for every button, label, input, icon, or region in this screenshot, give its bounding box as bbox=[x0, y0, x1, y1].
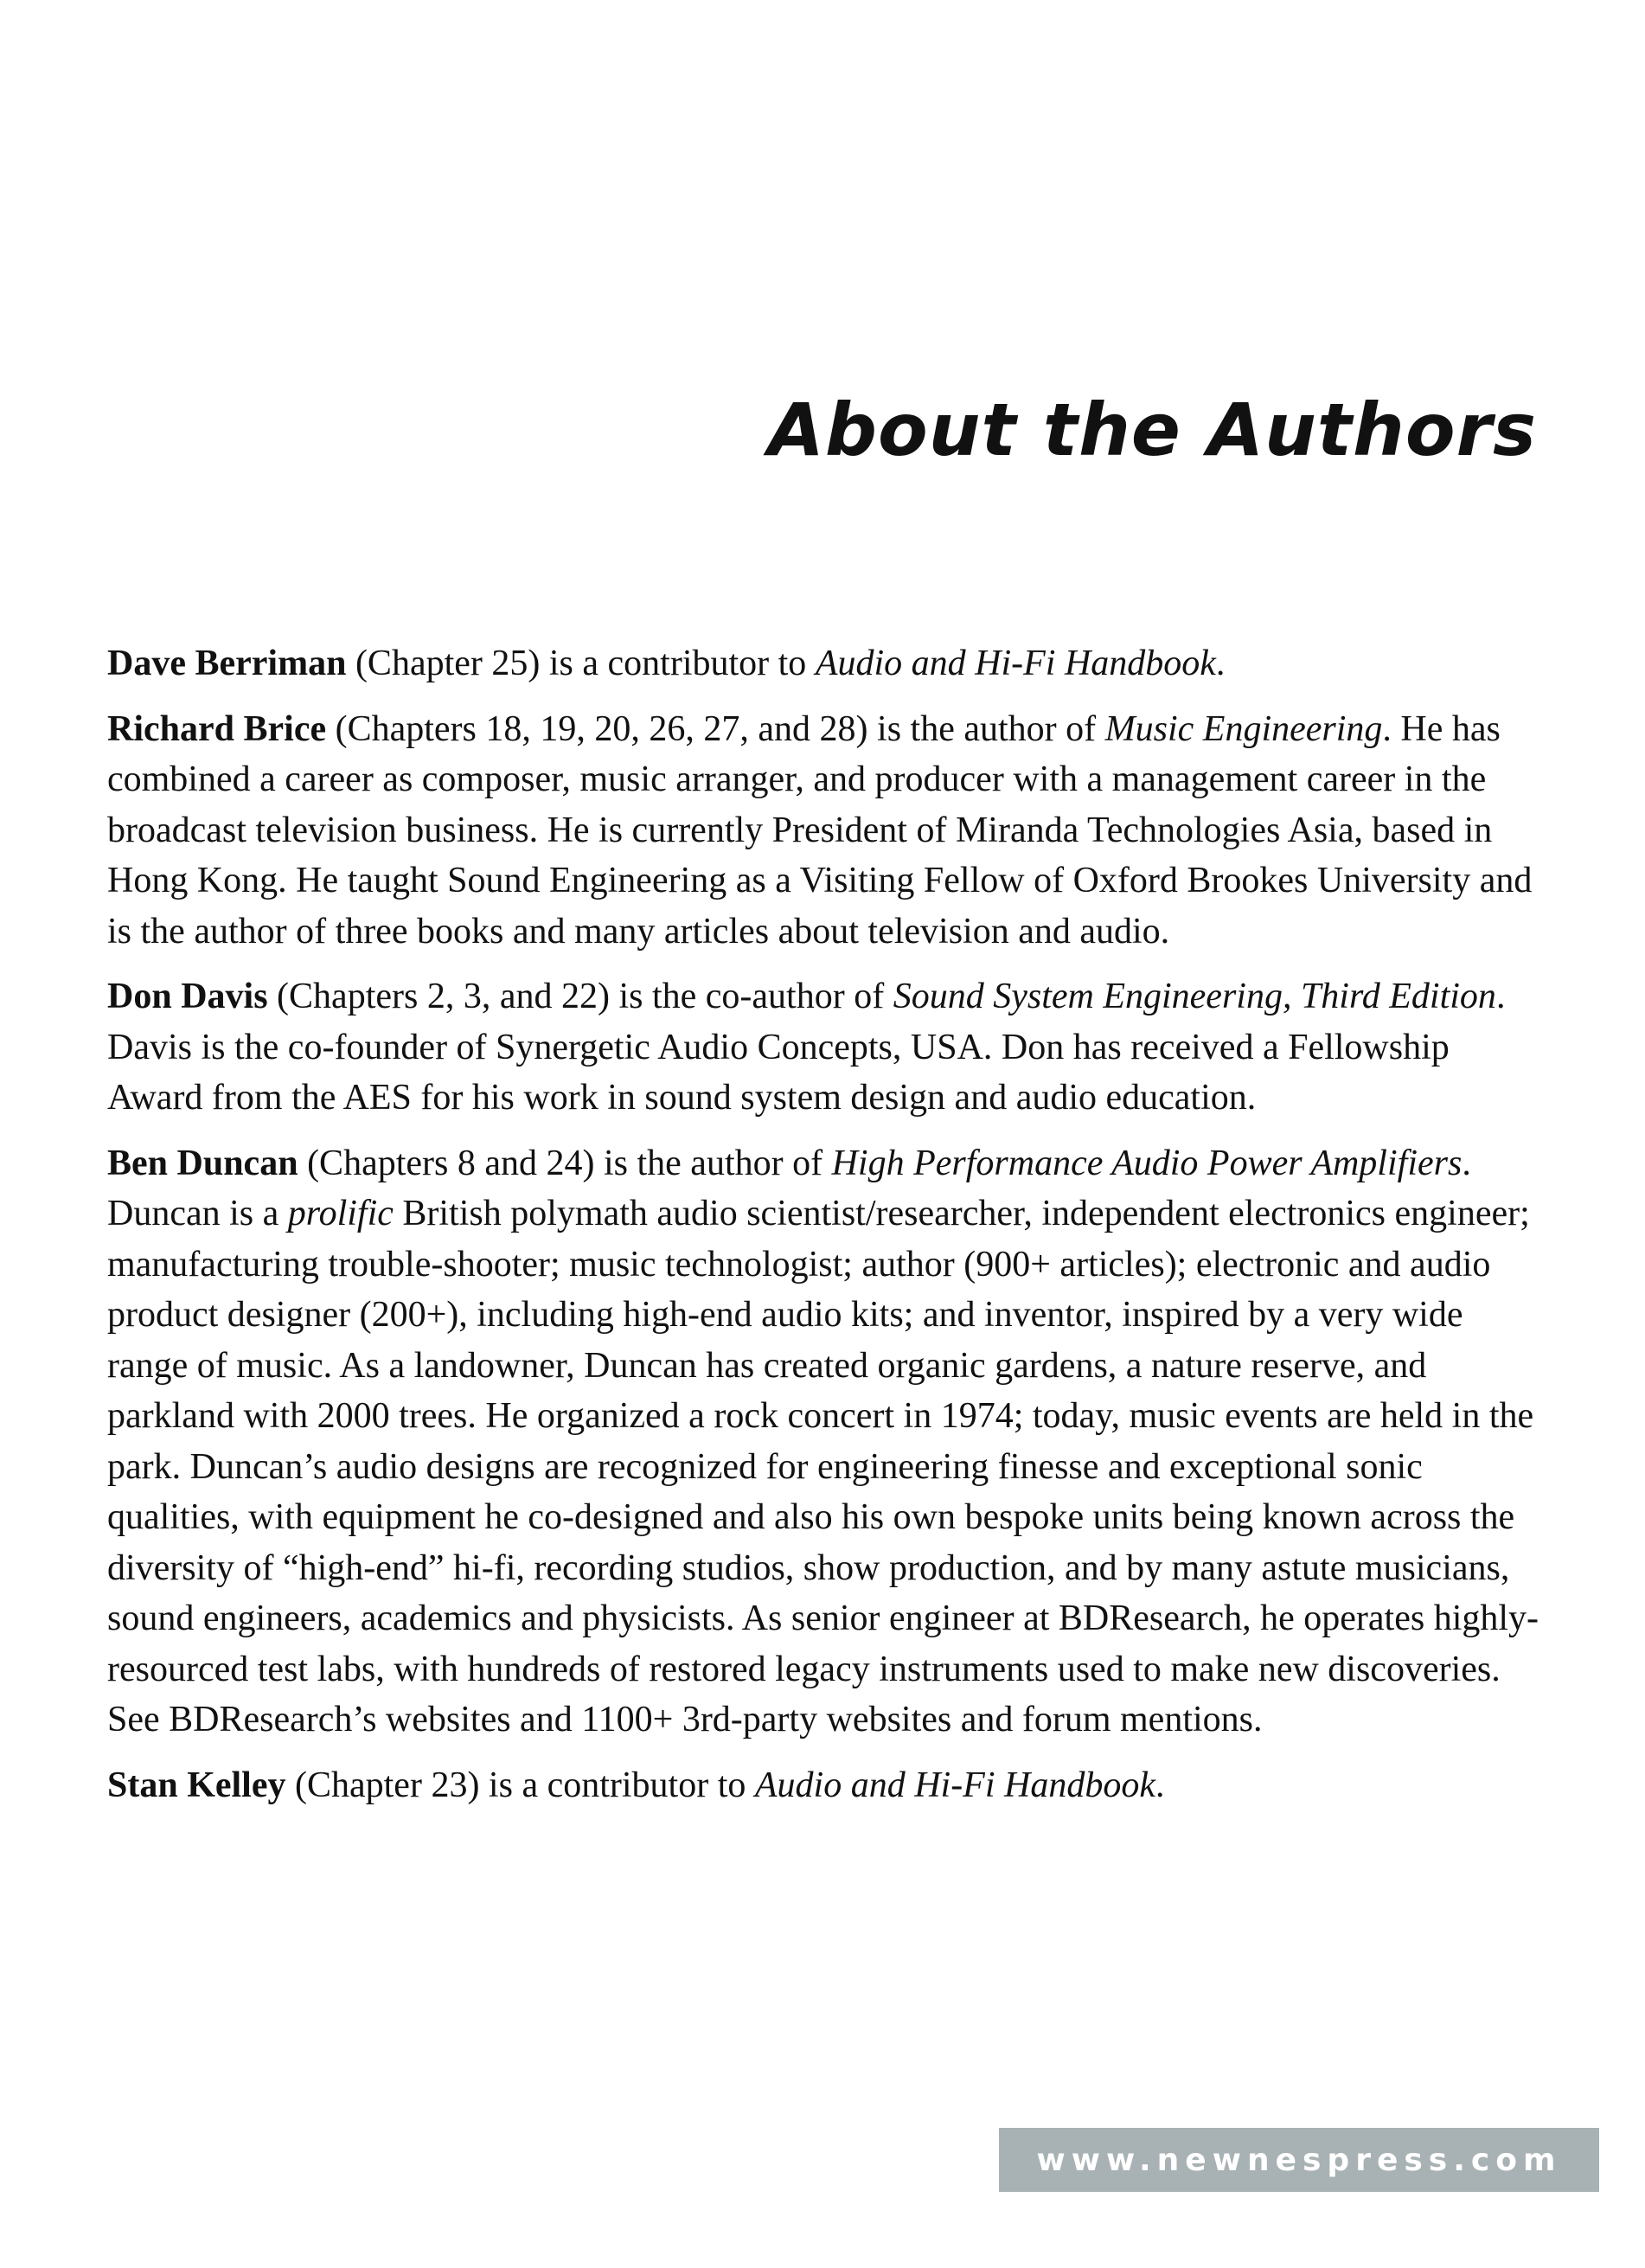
author-description: . bbox=[1215, 644, 1226, 683]
book-title: Music Engineering bbox=[1104, 708, 1383, 749]
author-name: Stan Kelley bbox=[107, 1765, 286, 1805]
author-chapters: (Chapters 18, 19, 20, 26, 27, and 28) is the author of bbox=[335, 708, 1097, 749]
author-name: Ben Duncan bbox=[107, 1143, 298, 1183]
page-title: About the Authors bbox=[767, 388, 1537, 472]
emphasis-text: prolific bbox=[287, 1194, 394, 1233]
author-chapters: (Chapter 25) is a contributor to bbox=[355, 644, 807, 683]
book-title: Audio and Hi-Fi Handbook bbox=[754, 1765, 1155, 1805]
author-bio-ben-duncan bbox=[107, 1138, 1543, 1746]
author-name: Dave Berriman bbox=[107, 644, 347, 683]
author-bio-dave-berriman bbox=[107, 638, 1543, 689]
author-bio-stan-kelley bbox=[107, 1760, 1543, 1811]
author-chapters: (Chapters 8 and 24) is the author of bbox=[307, 1143, 823, 1183]
author-bio-don-davis bbox=[107, 971, 1543, 1124]
footer-banner bbox=[999, 2128, 1599, 2192]
book-title: Sound System Engineering, Third Edition bbox=[893, 977, 1496, 1016]
author-description: . Davis is the co-founder of Synergetic Audio Concepts, USA. Don has received a Fellowship Award from the AES for his work in sound system design and audio education. bbox=[107, 977, 1506, 1118]
author-name: Don Davis bbox=[107, 977, 268, 1016]
author-description-lead: . Duncan is a bbox=[107, 1143, 1471, 1233]
author-description: . bbox=[1155, 1765, 1165, 1805]
author-description: British polymath audio scientist/researcher, independent electronics engineer; manufacturing trouble-shooter; music technologist; author (900+ articles); electronic and audio product designer (200+), including high-end audio kits; and inventor, inspired by a very wide range of music. As a landowner, Duncan has created organic gardens, a nature reserve, and parkland with 2000 trees. He organized a rock concert in 1974; today, music events are held in the park. Duncan’s audio designs are recognized for engineering finesse and exceptional sonic qualities, with equipment he co-designed and also his own bespoke units being known across the diversity of “high-end” hi-fi, recording studios, show production, and by many astute musicians, sound engineers, academics and physicists. As senior engineer at BDResearch, he operates highly-resourced test labs, with hundreds of restored legacy instruments used to make new discoveries. See BDResearch’s websites and 1100+ 3rd-party websites and forum mentions. bbox=[107, 1194, 1539, 1739]
author-description: . He has combined a career as composer, music arranger, and producer with a management career in the broadcast television business. He is currently President of Miranda Technologies Asia, based in Hong Kong. He taught Sound Engineering as a Visiting Fellow of Oxford Brookes University and is the author of three books and many articles about television and audio. bbox=[107, 708, 1533, 951]
book-title: High Performance Audio Power Amplifiers bbox=[831, 1143, 1463, 1183]
author-chapters: (Chapters 2, 3, and 22) is the co-author of bbox=[277, 977, 885, 1016]
book-title: Audio and Hi-Fi Handbook bbox=[815, 644, 1216, 683]
publisher-url[interactable]: www.newnespress.com bbox=[1036, 2142, 1562, 2178]
author-chapters: (Chapter 23) is a contributor to bbox=[295, 1765, 746, 1805]
author-bio-richard-brice bbox=[107, 704, 1543, 958]
author-name: Richard Brice bbox=[107, 708, 327, 749]
author-list bbox=[107, 638, 1543, 1825]
